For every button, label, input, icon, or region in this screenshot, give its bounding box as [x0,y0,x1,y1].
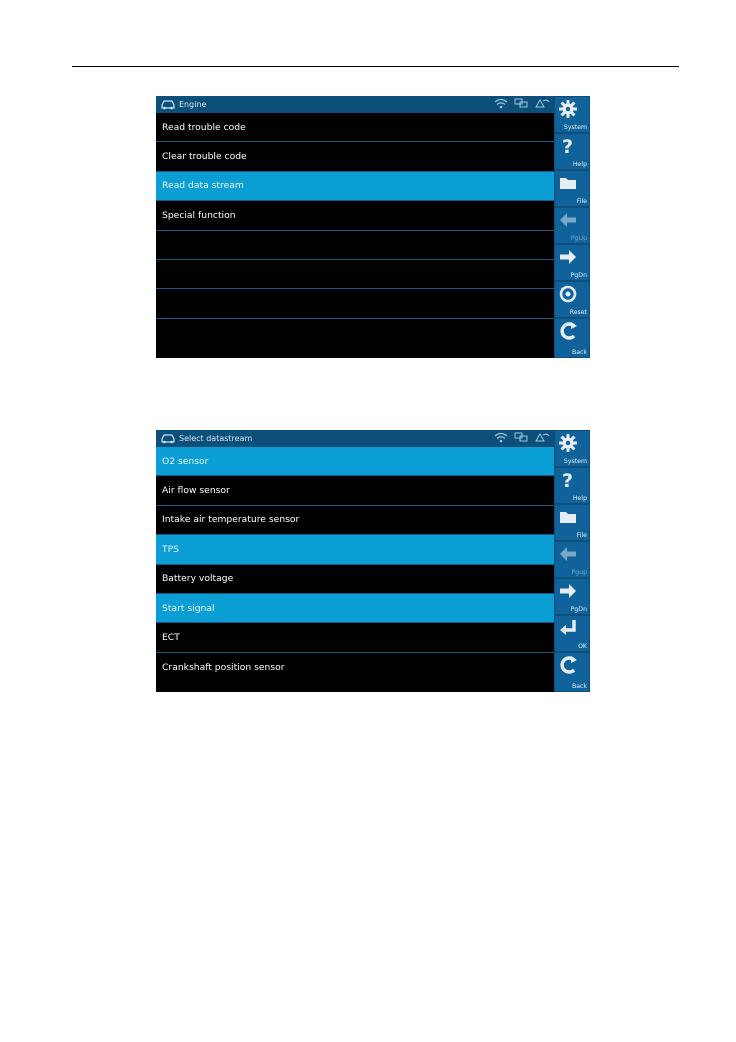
back-icon [558,321,578,341]
pgup-button-label: Pgup [571,569,587,576]
pgdn-button[interactable] [555,245,589,280]
select-datastream-screen [156,430,590,692]
back-button-label: Back [571,683,587,690]
screen-title: Engine [179,100,207,109]
ok-button-label: OK [578,643,587,650]
pgup-button-label: PgUp [570,235,587,242]
list-item[interactable]: Crankshaft position sensor [162,661,285,673]
engine-menu-screen [156,96,590,358]
back-button-label: Back [571,349,587,356]
list-item[interactable]: Special function [156,201,554,230]
pgup-button[interactable] [555,542,589,577]
svg-text:?: ? [562,136,574,156]
datastream-list [156,447,554,682]
pgdn-button-label: PgDn [570,606,587,613]
list-item[interactable]: Battery voltage [156,565,554,594]
system-button[interactable] [555,431,589,466]
list-item-selected[interactable]: Read data stream [156,172,554,201]
question-icon [558,470,578,490]
pgdn-button-label: PgDn [570,272,587,279]
list-item[interactable]: Read trouble code [156,113,554,142]
svg-text:?: ? [562,470,574,490]
system-button[interactable] [555,97,589,132]
list-item-selected[interactable]: TPS [156,535,554,564]
gear-icon [558,433,578,453]
arrow-left-icon [558,210,578,230]
side-toolbar [554,96,590,358]
help-button[interactable] [555,468,589,503]
arrow-right-icon [558,247,578,267]
link-status-icon [534,432,550,443]
help-button[interactable] [555,134,589,169]
arrow-left-icon [558,544,578,564]
list-item[interactable]: Intake air temperature sensor [156,506,554,535]
network-icon [514,432,528,443]
folder-icon [558,173,578,193]
list-item-selected[interactable]: Start signal [156,594,554,623]
back-button[interactable] [555,653,589,691]
gear-icon [558,99,578,119]
wifi-icon [494,98,508,109]
back-icon [558,655,578,675]
file-button[interactable] [555,171,589,206]
file-button-label: File [576,198,587,205]
list-item-empty [156,260,554,289]
list-item-selected[interactable]: O2 sensor [156,447,554,476]
page-header-rule [72,66,679,67]
file-button-label: File [576,532,587,539]
folder-icon [558,507,578,527]
network-icon [514,98,528,109]
arrow-right-icon [558,581,578,601]
reset-button[interactable] [555,282,589,317]
side-toolbar [554,430,590,692]
screen-title: Select datastream [179,434,253,443]
system-button-label: System [563,458,587,465]
file-button[interactable] [555,505,589,540]
pgdn-button[interactable] [555,579,589,614]
menu-list [156,113,554,348]
wifi-icon [494,432,508,443]
help-button-label: Help [572,495,587,502]
link-status-icon [534,98,550,109]
question-icon [558,136,578,156]
system-button-label: System [563,124,587,131]
reset-button-label: Reset [569,309,587,316]
car-icon [159,433,177,445]
help-button-label: Help [572,161,587,168]
ok-button[interactable] [555,616,589,651]
list-item[interactable]: Clear trouble code [156,142,554,171]
pgup-button[interactable] [555,208,589,243]
list-item[interactable]: Air flow sensor [156,476,554,505]
status-bar [156,430,554,447]
list-item-empty [156,289,554,318]
list-item-empty [156,231,554,260]
car-icon [159,99,177,111]
list-item[interactable]: ECT [156,623,554,652]
back-button[interactable] [555,319,589,357]
list-item-empty [156,319,554,348]
status-bar [156,96,554,113]
enter-icon [558,618,578,638]
reset-icon [558,284,578,304]
